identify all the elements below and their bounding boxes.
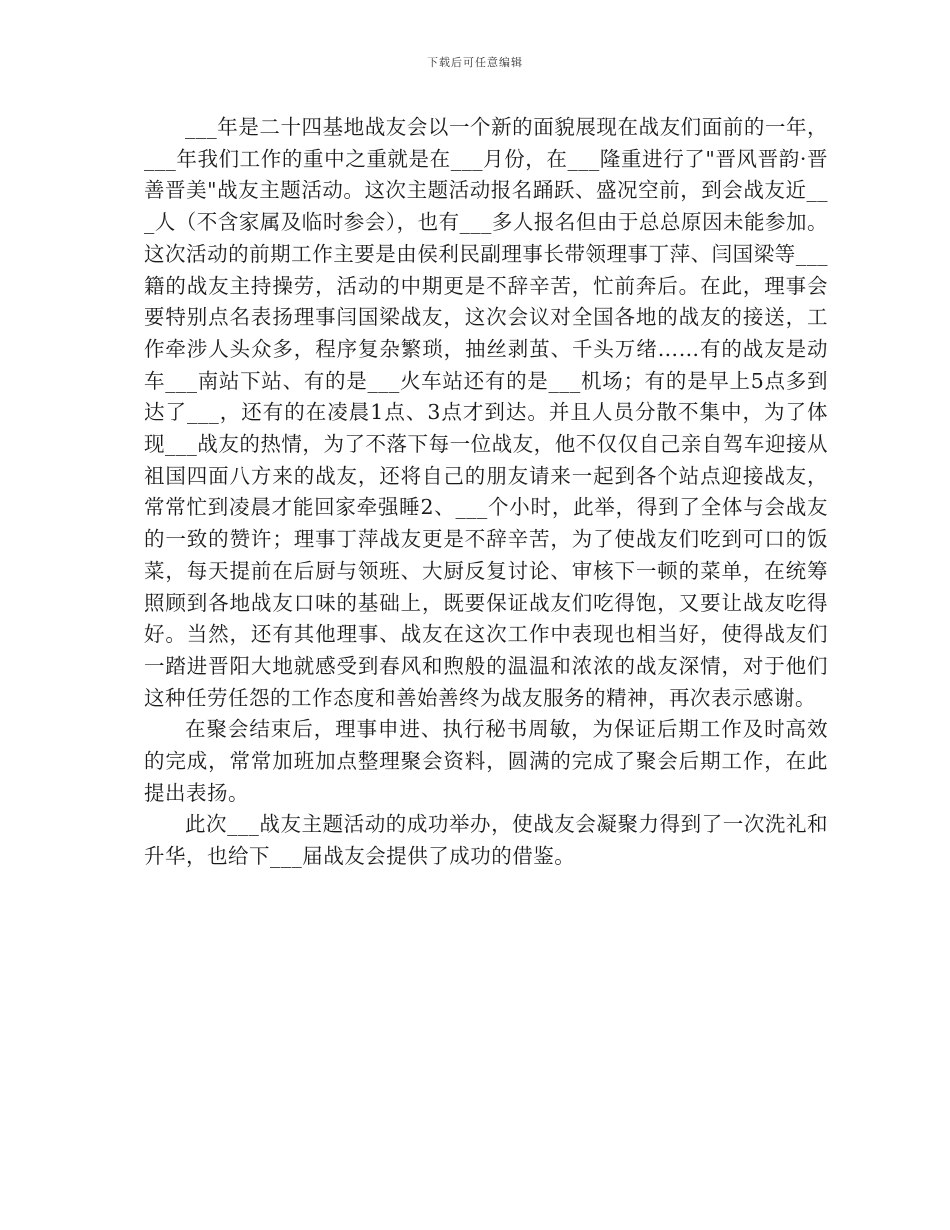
- paragraph-conclusion: 此次___战友主题活动的成功举办，使战友会凝聚力得到了一次洗礼和升华，也给下___届战友会提供了成功的借鉴。: [144, 812, 828, 869]
- paragraph-activity-summary: ___年是二十四基地战友会以一个新的面貌展现在战友们面前的一年，___年我们工作的重中之重就是在___月份，在___隆重进行了"晋风晋韵·晋善晋美"战友主题活动。这次主题活动报名踊跃、盛况空前，到会战友近___人（不含家属及临时参会），也有___多人报名但由于总总原因未能参加。这次活动的前期工作主要是由侯利民副理事长带领理事丁萍、闫国梁等___籍的战友主持操劳，活动的中期更是不辞辛苦，忙前奔后。在此，理事会要特别点名表扬理事闫国梁战友，这次会议对全国各地的战友的接送，工作牵涉人头众多，程序复杂繁琐，抽丝剥茧、千头万绪……有的战友是动车___南站下站、有的是___火车站还有的是___机场；有的是早上5点多到达了___，还有的在凌晨1点、3点才到达。并且人员分散不集中，为了体现___战友的热情，为了不落下每一位战友，他不仅仅自己亲自驾车迎接从祖国四面八方来的战友，还将自己的朋友请来一起到各个站点迎接战友，常常忙到凌晨才能回家牵强睡2、___个小时，此举，得到了全体与会战友的一致的赞许；理事丁萍战友更是不辞辛苦，为了使战友们吃到可口的饭菜，每天提前在后厨与领班、大厨反复讨论、审核下一顿的菜单，在统筹照顾到各地战友口味的基础上，既要保证战友们吃得饱，又要让战友吃得好。当然，还有其他理事、战友在这次工作中表现也相当好，使得战友们一踏进晋阳大地就感受到春风和煦般的温温和浓浓的战友深情，对于他们这种任劳任怨的工作态度和善始善终为战友服务的精神，再次表示感谢。: [144, 115, 828, 710]
- page-header: 下载后可任意编辑: [427, 56, 523, 69]
- paragraph-post-event-work: 在聚会结束后，理事申进、执行秘书周敏，为保证后期工作及时高效的完成，常常加班加点整理聚会资料，圆满的完成了聚会后期工作，在此提出表扬。: [144, 717, 828, 805]
- document-body: [144, 112, 828, 873]
